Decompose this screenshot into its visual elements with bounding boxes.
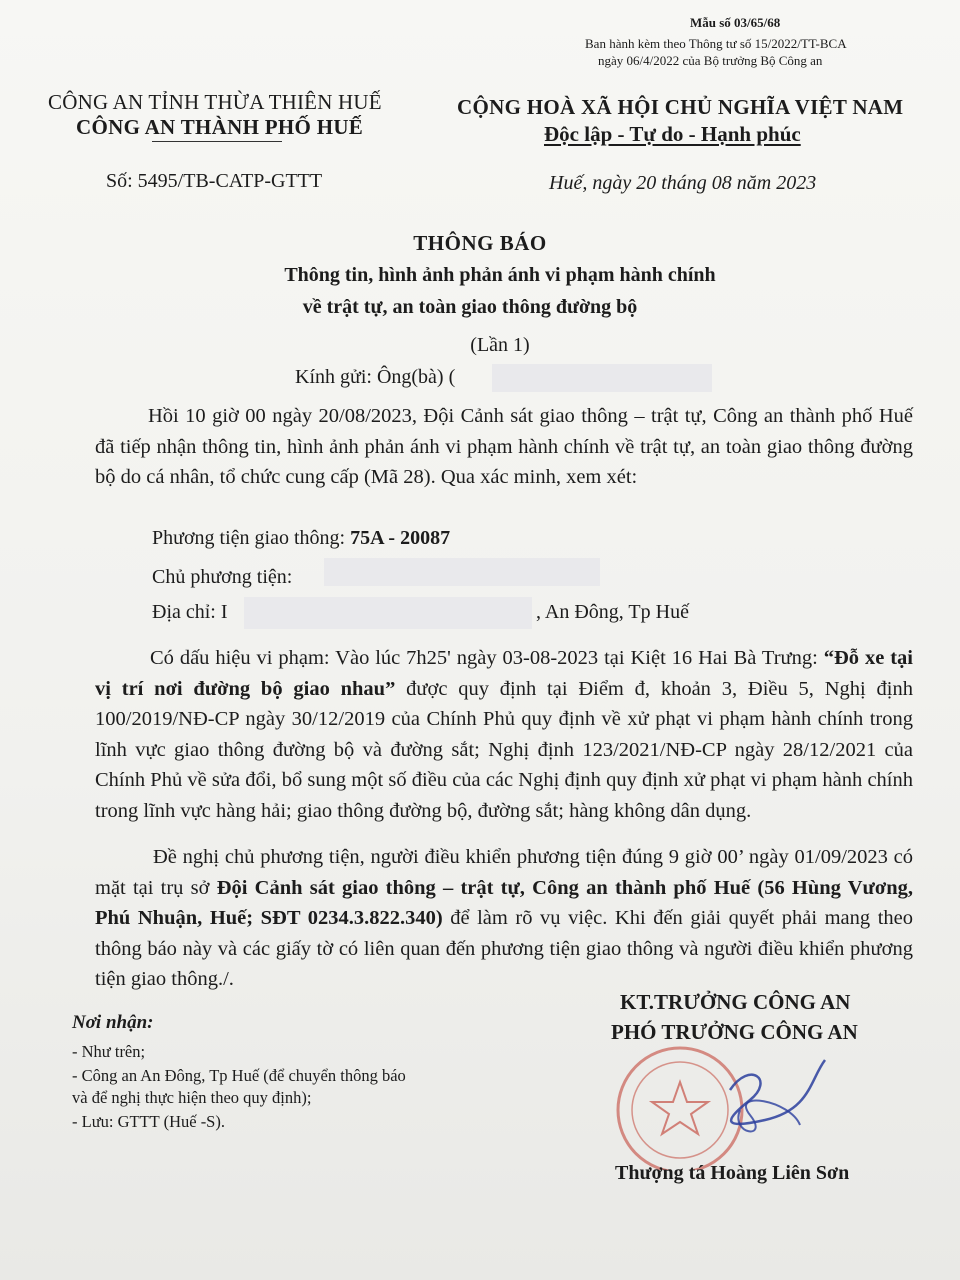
greeting: Kính gửi: Ông(bà) (: [295, 366, 456, 388]
recipient-item: và để nghị thực hiện theo quy định);: [72, 1088, 312, 1107]
violation-description: “Đỗ xe tại vị trí nơi đường bộ giao nhau”: [95, 647, 913, 700]
notice-count: (Lần 1): [470, 334, 530, 356]
request-details: để làm rõ vụ việc. Khi đến giải quyết phải mang theo thông báo này và các giấy tờ có liên quan đến phương tiện giao thông và người điều khiển phương tiện giao thông./.: [95, 907, 913, 990]
official-seal-icon: [600, 1040, 830, 1170]
document-subtitle-line2: về trật tự, an toàn giao thông đường bộ: [302, 296, 638, 318]
issuing-agency: CÔNG AN THÀNH PHỐ HUẾ: [76, 115, 364, 139]
agency-underline: [152, 141, 282, 142]
office-address: Đội Cảnh sát giao thông – trật tự, Công an thành phố Huế (56 Hùng Vương, Phú Nhuận, Huế; SĐT 0234.3.822.340): [95, 876, 913, 929]
recipient-item: - Lưu: GTTT (Huế -S).: [72, 1112, 225, 1131]
signer-name: Thượng tá Hoàng Liên Sơn: [615, 1162, 850, 1184]
intro-paragraph: Hồi 10 giờ 00 ngày 20/08/2023, Đội Cảnh sát giao thông – trật tự, Công an thành phố Huế đã tiếp nhận thông tin, hình ảnh phản ánh vi phạm hành chính về trật tự, an toàn giao thông đường bộ do cá nhân, tổ chức cung cấp (Mã 28). Qua xác minh, xem xét:: [95, 405, 913, 488]
signature-title-line2: PHÓ TRƯỞNG CÔNG AN: [611, 1020, 858, 1044]
vehicle-label: Phương tiện giao thông:: [152, 527, 351, 549]
violation-paragraph: [95, 643, 913, 826]
form-issued-by: Ban hành kèm theo Thông tư số 15/2022/TT-BCA: [585, 36, 847, 51]
recipient-item: - Như trên;: [72, 1042, 146, 1061]
form-code: Mẫu số 03/65/68: [690, 15, 781, 30]
form-issued-date: ngày 06/4/2022 của Bộ trưởng Bộ Công an: [598, 53, 823, 68]
recipient-item: - Công an An Đông, Tp Huế (để chuyển thông báo: [72, 1066, 406, 1085]
parent-agency: CÔNG AN TỈNH THỪA THIÊN HUẾ: [48, 90, 382, 114]
violation-intro: Có dấu hiệu vi phạm: Vào lúc 7h25' ngày 03-08-2023 tại Kiệt 16 Hai Bà Trưng:: [150, 647, 824, 669]
address-label: Địa chỉ: I: [152, 601, 228, 623]
document-number: Số: 5495/TB-CATP-GTTT: [106, 170, 323, 192]
signature-title-line1: KT.TRƯỞNG CÔNG AN: [620, 990, 851, 1014]
country-name: CỘNG HOÀ XÃ HỘI CHỦ NGHĨA VIỆT NAM: [457, 95, 904, 119]
vehicle-field: [152, 527, 450, 550]
request-intro: Đề nghị chủ phương tiện, người điều khiển phương tiện đúng 9 giờ 00’ ngày 01/09/2023 có mặt tại trụ sở: [95, 846, 913, 899]
redacted-owner-name: [324, 558, 600, 586]
document-subtitle-line1: Thông tin, hình ảnh phản ánh vi phạm hành chính: [284, 264, 716, 286]
recipients-title: Nơi nhận:: [72, 1012, 154, 1033]
document-title: THÔNG BÁO: [413, 231, 547, 255]
owner-label: Chủ phương tiện:: [152, 566, 293, 588]
place-date: Huế, ngày 20 tháng 08 năm 2023: [549, 172, 817, 194]
violation-legal-basis: được quy định tại Điểm đ, khoản 3, Điều 5, Nghị định 100/2019/NĐ-CP ngày 30/12/2019 của Chính Phủ quy định về xử phạt vi phạm hành chính trong lĩnh vực giao thông đường bộ và đường sắt; Nghị định 123/2021/NĐ-CP ngày 28/12/2021 của Chính Phủ về sửa đổi, bổ sung một số điều của các Nghị định quy định xử phạt vi phạm hành chính trong lĩnh vực hàng hải; giao thông đường bộ, đường sắt; hàng không dân dụng.: [95, 677, 913, 822]
redacted-recipient-name: [492, 364, 712, 392]
redacted-address: [244, 597, 532, 629]
national-motto: Độc lập - Tự do - Hạnh phúc: [544, 122, 801, 146]
vehicle-plate: 75A - 20087: [350, 527, 451, 549]
address-tail: , An Đông, Tp Huế: [536, 601, 689, 623]
request-paragraph: [95, 842, 913, 995]
